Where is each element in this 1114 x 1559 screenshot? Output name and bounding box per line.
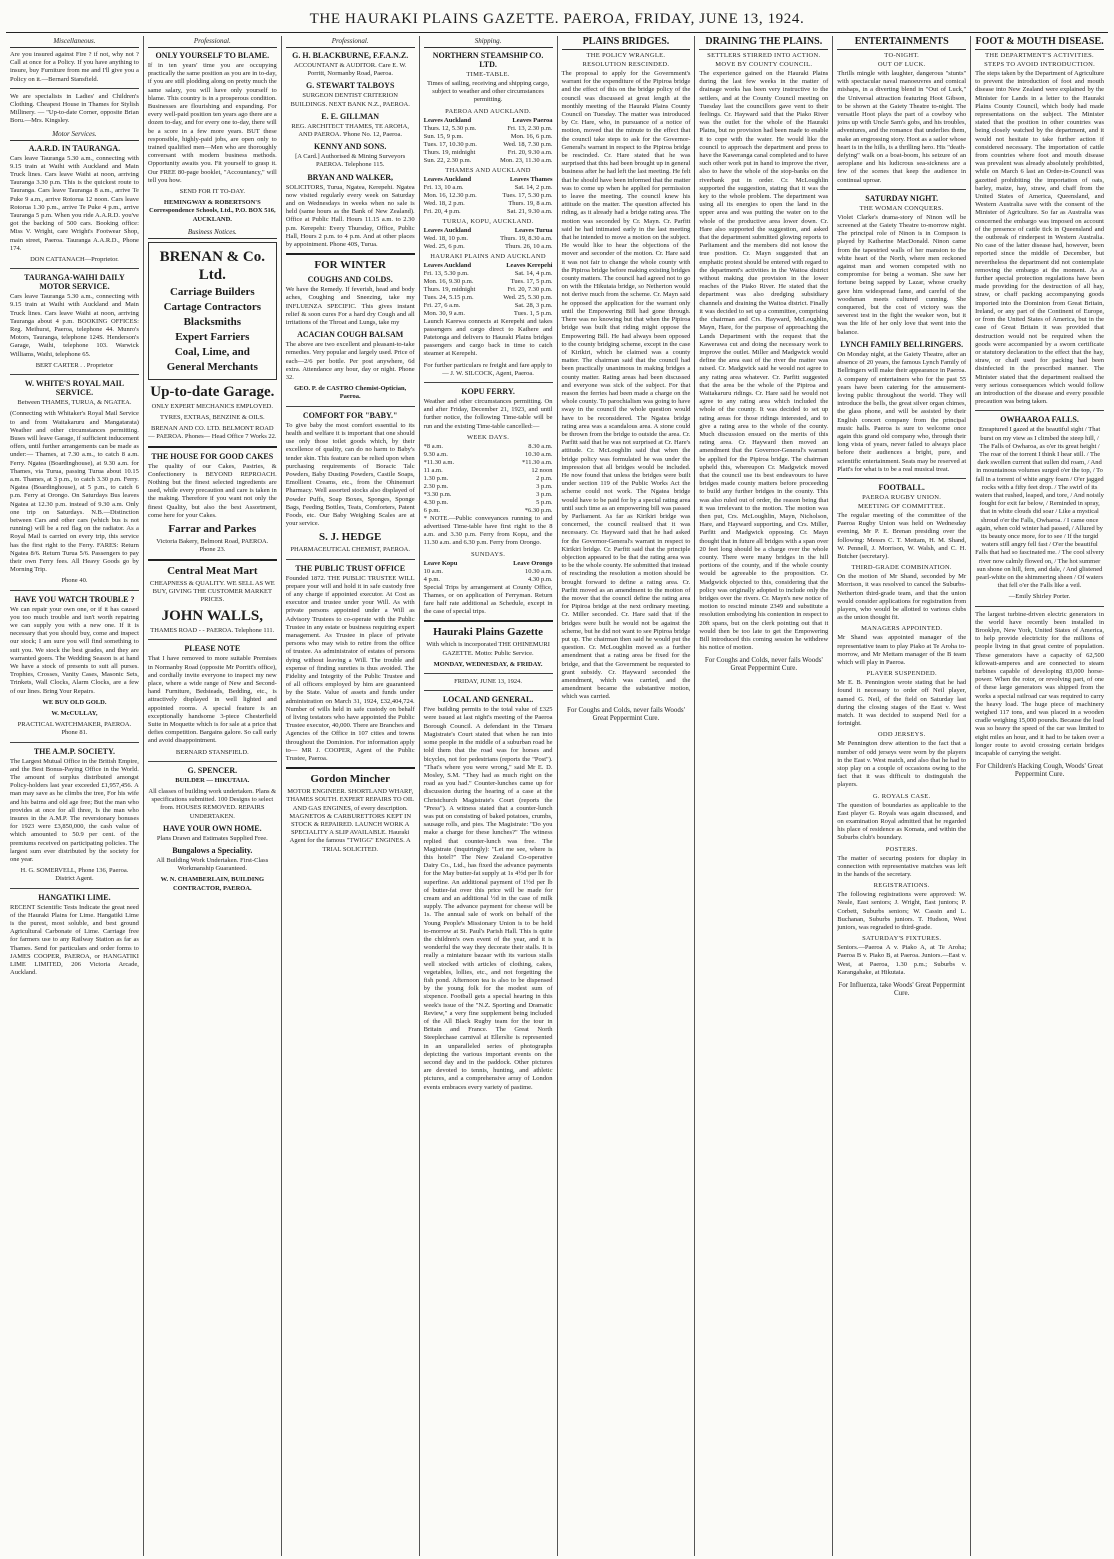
article-subtitle: THIRD-GRADE COMBINATION.: [851, 564, 952, 572]
rule: [286, 767, 415, 769]
ad-body: MOTOR ENGINEER. SHORTLAND WHARF, THAMES SOUTH. EXPERT REPAIRS TO OIL AND GAS ENGINES, of every description. MAGNETOS & CARBURETTORS KEPT IN STOCK & REPAIRED. LAUNCH WORK A SPECIALITY A SLIP AVAILABLE. Hauraki Agent for the famous "TWIGG" ENGINES. A TRIAL SOLICITED.: [286, 788, 414, 853]
cell: 10.30 a.m.: [525, 567, 553, 575]
article-subtitle: G. ROYALS CASE.: [872, 792, 931, 800]
ad-body: Founded 1872. THE PUBLIC TRUSTEE WILL prepare your will and hold it in safe custody free of any charge if appointed executor. At Cost as executor and trustee under your Will. As with private persons appointed under a Will as Advisory Trustees to co-operate with the Public Trustee in any estate or business requiring expert management. As Trustee in place of private persons who may wish to retire from the office of trustee. As administrator of estates of persons dying without leaving a Will. The trouble and expense of finding sureties is thus avoided. The Fidelity and Integrity of the Public Trustee and of all officers employed by him are guaranteed by the State. Value of assets and funds under administration on March 31, 1924, £32,404,724. Number of wills held in safe custody on behalf of living testators who have appointed the Public Trustee executor, 40,000. There are Branches and Agencies of the Office in 107 cities and towns throughout the Dominion. For information apply to— MR J. COOPER, Agent of the Public Trustee, Paeroa.: [285, 574, 415, 762]
rule: [424, 690, 553, 691]
article-body: Mr Pennington drew attention to the fact that a number of odd jerseys were worn by the players in the East v. West match, and also that he had to stop play on a couple of occasions owing to the fact that it was difficult to distinguish the players.: [837, 740, 967, 789]
ad-signature: HEMINGWAY & ROBERTSON'S Correspondence Schools, Ltd., P.O. BOX 516, AUCKLAND.: [149, 199, 276, 223]
timetable-row: [424, 443, 553, 451]
cell: Fri. 13, 5.30 p.m.: [423, 269, 469, 277]
cell: Tues. 17, 5.30 p.m.: [502, 191, 553, 199]
article-subtitle: SATURDAY'S FIXTURES.: [862, 935, 942, 943]
article-body: The following registrations were approved: W. Neale, East seniors; J. Wright, East juniors; P. Corbett, Suburbs seniors; W. Cassin and L. Buchanan, Suburbs juniors. T. Hudson, West juniors, was regraded to third-grade.: [837, 891, 967, 932]
ad-body: If in ten years' time you are occupying practically the same position as you are in to-day, if you are still plodding along on pretty much the same salary, you will have only yourself to blame. This country is in a prosperous condition. Businesses are flourishing and expanding. For every well-paid position ten years ago there are a dozen to-day, and for every one to-day, there will be a score in a few more years. BUT these responsible, highly-paid jobs, are open only to trained qualified men—Men who are thoroughly conversant with modern business methods. Opportunity awaits you. Fit yourself to grasp it. Our FREE 80-page booklet, "Accountancy," will tell you how.: [147, 62, 277, 184]
cell: Mon. 30, 9 a.m.: [423, 309, 465, 317]
article-title: LOCAL AND GENERAL.: [442, 695, 534, 705]
ad-title: Farrar and Parkes: [168, 523, 257, 536]
ad-title: G. STEWART TALBOYS: [305, 81, 395, 91]
rule: [424, 620, 553, 622]
ad-title: KENNY AND SONS.: [313, 142, 387, 152]
article-body: The largest turbine-driven electric generators in the world have recently been installed in Brooklyn, New York, United States of America, to help provide electricity for the millions of people living in that great centre of population. These generators have a capacity of 62,500 kilowatt-amperes and are connected to steam turbines capable of developing 83,000 horse-power. When the rotor, or revolving part, of one of these large generators was shipped from the works a special railroad car was required to carry the heavy load. The huge piece of machinery weighed 117 tons, and was placed in a wooden cradle weighing 15,000 pounds. Because the load was so heavy the speed of the car was limited to eight miles an hour, and it had to be taken over a longer route to avoid crossing certain bridges incapable of carrying the weight.: [975, 610, 1105, 758]
article-title: SATURDAY NIGHT.: [865, 193, 939, 203]
article-body: The experience gained on the Hauraki Plains during the last few weeks in the matter of drainage works has been very instructive to the settlers, and at the County Council meeting on Tuesday last the councillors gave vent to their feelings. Cr. Hayward said that the Piako River was the outlet for the whole of the Hauraki Plains, but no provision had been made to enable it to cope with the water. He would like the council to approach the department and press to have the Kaweranga canal completed and to have such other work put in hand to improve the river, also to have the whole of the stop-banks on the riverbank put in order. Cr. McLoughlin supported the suggestion, stating that it was the key to the whole problem. The department was using all its energies to open the land in the upper area and was putting the water on to the whole of the productive area lower down. Cr. Hare also supported the suggestion, and asked that the department submitted glowing reports to Parliament and the members did not know the true position. Cr. Mayn suggested that an emphatic protest should be entered with regard to the department's activities in the Waitoa district without making due provision in the lower reaches of the Piako River. He stated that the department was also dredging subsidiary channels and draining the Waitoa district. Finally it was decided to set up a committee, comprising the chairman and Crs. Hayward, McLoughlin, Mayn, Hare, for the purpose of approaching the Lands Department with the request that the Kawerawa cut and doing the necessary work to improve the outlet. Miller and Madgwick would define the area east of the river the matter was raised. Cr. Madgwick said he would not agree to any rating area whatever. Cr. Parfitt suggested that the area be the whole of the Pipiroa and Waitakaruru ridings. Cr. Hare said he would not agree to any rating area which included the whole of the county. It was decided to set up rating areas for those ridings interested, and to give a rating area to the whole of the county. Much discussion ensued on the merits of this rating area. Cr. Hayward then moved an amendment that the Governor-General's warrant be applied for the Pipiroa bridge. The chairman upheld this, whereupon Cr. Madgwick moved that the council use its best endeavours to have bridges made county matters before proceeding to build any further bridges in the county. This was also ruled out of order, the reason being that it was irrelevant to the motion. The motion was then put, Crs. McLoughlin, Mayn, Nicholson, Hare, and Hayward supporting, and Crs. Miller, Parfitt and Madgwick opposing. Cr. Mayn thought that in future all bridges with a span over 20 feet long should be a charge over the whole county. There were many bridges in the hill portions of the county, and if the whole county would be agreeable to the proposition. Cr. Madgwick objected to this, considering that the policy was originally adopted to include only the bridges over the rivers. Cr. Mayn's new notice of motion to rescind minute 2349 and substitute a resolution embodying his contention in respect to 20ft spans, but on the clerk pointing out that it would then be too late to get the Empowering Bill introduced this coming session he withdrew his notice of motion.: [699, 70, 829, 652]
article-title: PLAINS BRIDGES.: [562, 36, 691, 50]
masthead: THE HAURAKI PLAINS GAZETTE. PAEROA, FRIDAY, JUNE 13, 1924.: [6, 6, 1108, 33]
ad-peppermint: For Coughs and Colds, never fails Woods' Great Peppermint Cure.: [567, 705, 685, 722]
cell: Mon. 16, 12.30 p.m.: [423, 191, 477, 199]
cell: Fri. 20, 4 p.m.: [423, 207, 461, 215]
ad-body: ACCOUNTANT & AUDITOR. Care E. W. Porritt, Normanby Road, Paeroa.: [293, 62, 407, 78]
article-body: The question of boundaries as applicable to the East player G. Royals was again discussed, and on examination Royal admitted that he regarded his place of residence as Komata, and within the Suburbs club's boundary.: [837, 801, 967, 842]
timetable-row: [424, 483, 553, 491]
ad-title: G. SPENCER.: [187, 765, 238, 775]
rule: [286, 559, 415, 560]
gazette-subtitle: With which is incorporated THE OHINEMURI GAZETTE. Motto: Public Service.: [426, 641, 550, 657]
article-subtitle: MANAGERS APPOINTED.: [861, 625, 943, 633]
ad-signature: BRENAN AND CO. LTD. BELMONT ROAD — PAEROA. Phones— Head Office 7 Works 22.: [148, 425, 277, 441]
article-subtitle: TO-NIGHT.: [884, 52, 920, 59]
ad-title: FOR WINTER: [314, 259, 386, 272]
ad-body: Cars leave Tauranga 5.30 a.m., connecting with 9.15 train at Waihi with Auckland and Main Truck lines. Cars leave Waihi at noon, arriving Tauranga about 4 p.m. BOOKING OFFICES: Reg. Meihurst, Paeroa, telephone 44. Munro's Motors, Tauranga, telephone 124S. Henderson's Garage, Waihi, telephone 103. Warwick Williams, Waihi, telephone 65.: [10, 293, 139, 358]
timetable-row: [424, 192, 553, 200]
cell: Fri. 27, 6 a.m.: [423, 301, 461, 309]
cell: Fri. 20, 7.30 p.m.: [507, 285, 553, 293]
ad-title: Bungalows a Speciality.: [172, 845, 253, 855]
cell: Fri. 13, 10 a.m.: [423, 183, 464, 191]
cell: Sun. 22, 2.30 p.m.: [423, 156, 472, 164]
timetable-note: Launch Karewa connects at Kerepehi and takes passengers and cargo direct to Kaihere and Patetonga and delivers to Hauraki Plains bridges passengers and cargo back in time to catch steamer at Kerepehi.: [423, 317, 553, 358]
ad-title: JOHN WALLS,: [161, 608, 264, 625]
timetable-header: [424, 560, 553, 568]
cell: Thurs. 19, 8 a.m.: [508, 199, 553, 207]
ad-signature: For further particulars re freight and fare apply to— J. W. SILCOCK, Agent, Paeroa.: [423, 361, 553, 377]
rule: [148, 639, 277, 640]
cell: Sat. 14, 4 p.m.: [514, 269, 553, 277]
timetable-header: [424, 227, 553, 235]
article-body: Five building permits to the total value of £325 were issued at last night's meeting of the Paeroa Borough Council. A defendant in the Timaru Magistrate's Court stated that when he ran into some people in the middle of a suburban road he told them that the road was for horses and bicycles, not for pedestrians (reports the "Post"). "That's where you were wrong," said Mr E. D. Mosley, S.M. "They had as much right on the road as you had." Counter-lunches came up for discussion during the hearing of a case at the Christchurch Magistrate's Court (reports the "Press"). A witness stated that a counter-lunch was put on consisting of baked potatoes, crumbs, sausage rolls, and pies. The Magistrate: "Do you make a charge for these lunches?" The witness replied that counter-lunch was free. The Magistrate (inquiringly): "Let me see, where is this hotel?" The New Zealand Co-operative Dairy Co., Ltd., has fixed the advance payments for the May butter-fat supply at 1s 4½d per lb for superfine. An additional payment of 1½d per lb of butter-fat over this price will be made for cream and an additional ½d in the case of milk supply. The advance payment for cheese will be 1s. The annual sale of work on behalf of the Young People's Missionary Union is to be held to-morrow at St. Paul's Parish Hall. This is quite the children's own event of the year, and it is wonderful the way they decorate their stalls. It is really a miniature bazaar with its various stalls well stocked with articles of clothing, cakes, vegetables, lollies, etc., and not forgetting the fish pond. Afternoon tea is also to be dispensed by the young folk for the modest sum of sixpence. Football gets a special hearing in this week's issue of the "N.Z. Sporting and Dramatic Review," a very fine supplement being included of the All Black Rugby team for the tour in Britain and France. The Great North Steeplechase carnival at Ellerslie is represented in an unparalleled series of photographs depicting the various important events on the second day and in the paddock. Other pictures are devoted to tennis, hunting, and athletic pictures, and a comprehensive array of London events embraces every variety of pastime.: [423, 706, 553, 1091]
ad-line: Carriage Builders: [169, 285, 255, 298]
ad-body: Plans Drawn and Estimates Supplied Free.: [156, 834, 268, 842]
gazette-days: MONDAY, WEDNESDAY, & FRIDAY.: [433, 660, 543, 668]
timetable-header: [424, 262, 553, 270]
article-body: The proposal to apply for the Government's warrant for the expenditure of the Pipiroa bridge and the effect of this on the bridge policy of the council was discussed at great length at the monthly meeting of the Hauraki Plains County Council on Tuesday. The matter was introduced by Cr. Hare, who, in pursuance of a notice of motion, moved that the minute to the effect that the council take steps to ask for the Governor-General's warrant in respect to the Pipiroa bridge be rescinded. Cr. Hare stated that he was surprised that this had been brought up in general business after he had left the last meeting. He felt that he should have been informed that the matter was to come up when he applied for permission to leave the meeting. The council knew his attitude on the matter. The question affected his riding, as it already had a bridge rating area. The motion was seconded by Cr. Mayn. Cr. Parfitt said he had intimated early in the last meeting that he intended to move a motion on the subject. He would like to hear the objections of the mover and seconder of the motion. Cr. Hare said it was not fair to change the whole county with the Pipiroa bridge before making existing bridges county matters. The council had agreed not to go on with the Hikutaia bridge, so Netherton would not derive much from the scheme. Cr. Mayn said he opposed the application for the warrant only until the Empowering Bill had gone through. There was no knowing but that when the Pipiroa bridge was built that riding might oppose the Empowering Bill. He had always been opposed to the county bridging scheme, except in the case of Kirikiri, which he claimed was a county matter. The chairman said that the council had been practically unanimous in making bridges a county matter. Rating areas had been discussed and everyone was sick of the subject. For that reason the ferries had been made a charge on the whole county. To parochialism was going to have sway in the council the whole question would have to be reconsidered. The Ngatea bridge rating area was a scandalous area. A stone could be thrown from the bridge to outside the area. Cr. Parfitt said that he was not surprised at Cr. Hare's attitude. Cr. McLoughlin said that when the bridge policy was formulated he was under the impression that all bridges would be included. He now found that unless the bridges were built under section 119 of the Public Works Act the scheme could not work. The Ngatea bridge would have to be paid for by a special rating area until such time as an empowering bill was passed by Parliament. As far as Kirikiri bridge was concerned, the council realised that it was necessary. Cr. Hayward said that he had asked for the Governor-General's warrant in respect to Kirikiri bridge. Cr. Parfitt said that the principle objection appeared to be that the rating area was to be the whole county. He submitted that instead of rescinding the resolution a motion should be brought forward to define a rating area. Cr. Parfitt moved as an amendment to the motion of the mover that the council define the rating area for Pipiroa bridge at the next ordinary meeting. Cr. Miller seconded. Cr. Hare said that if the bridges were built he would not be against the scheme, but he did not want to see Pipiroa bridge put up. The chairman then said he would put the question. Cr. McLoughlin moved as a further amendment that a rating area be fixed for the bridge, and that the Government be requested to grant subsidy. Cr. Hayward seconded the amendment, which was carried, and the amendment became the substantive motion, which was carried.: [561, 70, 691, 701]
article-title: OWHAAROA FALLS.: [1000, 415, 1079, 425]
timetable-row: [424, 451, 553, 459]
ad-signature: W. McCULLAY,: [51, 710, 98, 717]
ad-body: Cars leave Tauranga 5.30 a.m., connecting with 9.15 train at Waihi with Auckland and Main Truck lines. Cars leave Waihi at noon, arriving Tauranga 3.30 p.m. This is the quickest route to Tauranga. Cars leave Tauranga 8 a.m., arrive Te Puke 9 a.m., arrive Rotorua 12 noon. Cars leave Rotorua 1.30 p.m., arrive Te Puke 4 p.m., arrive Tauranga 5 p.m. When you ride A.A.R.D. you've got the backing of 500 cars. Booking office: Miss V. Wright, care Wright's Footwear Shop, main street, Paeroa. Tauranga A.A.R.D., Phone 174.: [10, 154, 139, 252]
ad-line: Expert Farriers: [175, 330, 250, 343]
ad-line: General Merchants: [166, 360, 258, 373]
cell: Mon. 16, 6 p.m.: [510, 132, 553, 140]
timetable-row: [424, 467, 553, 475]
ad-body: All classes of building work undertaken. Plans & specifications submitted. 100 Designs to select from. HOUSES REMOVED. REPAIRS UNDERTAKEN.: [148, 787, 277, 820]
article-title: ENTERTAINMENTS: [837, 36, 966, 50]
cell: 3 p.m.: [536, 482, 553, 490]
rule: [10, 268, 139, 269]
ad-insurance: Are you insured against Fire ? if not, why not ? Call at once for a Policy. If you have anything to insure, buy Furniture from me and I'll give you a Policy on it.—Bernard Stansfield.: [10, 51, 139, 83]
ad-signature: BERNARD STANSFIELD.: [175, 748, 249, 756]
poem: Enraptured I gazed at the beautiful sight / That burst on my view as I climbed the steep hill, / The Falls of Owharoa, as o'er its great height / The roar of the torrent I think I hear still. / The dark swollen current that sullen did roam, / And in mountainous volumes surged o'er the top, / To fall in a torrent of white angry foam / O'er jagged rocks with a fifty feet drop. / The swirl of its waters that rushed, leaped, and tore, / And noisily fought for exit far below, / Reminded in spray, that in white clouds did soar / Like a mystical shroud o'er the Falls, Owharoa. / I came once again, when cold winter had passed, / Allured by its beauty once more, for to see / If the turgid waters still angry fell fast / O'er the beautiful Falls that had so fascinated me. / The cool silvery river now calmly flowed on, / The hot summer sun shone on hill, fern, and dale, / And glistened pearl-white on the shimmering sheen / Of waters that fell o'er the Falls like a veil.: [975, 426, 1104, 590]
ad-body: All Building Work Undertaken. First-Class Workmanship Guaranteed.: [156, 856, 269, 873]
ad-title: HAVE YOUR OWN HOME.: [162, 823, 262, 833]
cell: 4.30 p.m.: [423, 498, 449, 506]
col-head: Leave Orongo: [513, 559, 553, 567]
ad-title: HANGATIKI LIME.: [38, 892, 111, 902]
ad-title: ONLY YOURSELF TO BLAME.: [155, 51, 270, 60]
route-title: TURUA, KOPU, AUCKLAND.: [442, 217, 534, 225]
timetable-row: [424, 475, 553, 483]
timetable-row: [424, 184, 553, 192]
article-subtitle: MEETING OF COMMITTEE.: [858, 502, 946, 510]
ad-signature: DON CATTANACH—Proprietor.: [30, 256, 119, 264]
ad-title: A.A.R.D. IN TAURANGA.: [28, 143, 121, 153]
ad-callout: SEND FOR IT TO-DAY.: [179, 188, 245, 196]
cell: Mon. 16, 9.30 p.m.: [423, 277, 474, 285]
ad-title: Gordon Mincher: [310, 773, 391, 786]
cell: Tues. 17, 5 p.m.: [510, 277, 553, 285]
timetable-row: [424, 302, 553, 310]
col-head: Leaves Auckland: [423, 226, 472, 234]
gazette-date: FRIDAY, JUNE 13, 1924.: [454, 678, 523, 686]
poem-author: —Emily Shirley Porter.: [1008, 593, 1071, 601]
ad-title: BRENAN & Co. Ltd.: [159, 248, 266, 283]
cell: Tues. 17, 10.30 p.m.: [423, 140, 477, 148]
ad-title: G. H. BLACKBURNE, F.F.A.N.Z.: [292, 51, 409, 60]
ad-title: THE PUBLIC TRUST OFFICE: [295, 563, 406, 573]
timetable-row: [424, 149, 553, 157]
cell: Wed. 18, 2 p.m.: [423, 199, 465, 207]
ad-subtitle: Between THAMES, TURUA, & NGATEA.: [17, 399, 132, 407]
ad-title: PLEASE NOTE: [184, 644, 241, 654]
article-body: Seniors.—Paeroa A v. Piako A, at Te Aroha; Paeroa B v. Piako B, at Paeroa. Juniors.—East v. West, at Paeroa, 1.30 p.m.; Suburbs v. Karangahake, at Hikutaia.: [837, 944, 967, 976]
ad-signature: PRACTICAL WATCHMAKER, PAEROA. Phone 81.: [17, 721, 132, 737]
section-heading: Professional.: [286, 36, 415, 48]
timetable-row: [424, 243, 553, 251]
timetable-row: [424, 141, 553, 149]
route-title: WEEK DAYS.: [467, 433, 510, 441]
cell: 9.30 a.m.: [423, 450, 448, 458]
ad-callout: WE BUY OLD GOLD.: [42, 698, 107, 706]
timetable-row: [424, 235, 553, 243]
cell: *6.30 p.m.: [524, 506, 553, 514]
ad-signature: Phone 40.: [61, 577, 88, 585]
cell: *11.30 a.m.: [522, 458, 553, 466]
article-subtitle: RESOLUTION RESCINDED.: [582, 61, 670, 68]
article-subtitle: POSTERS.: [885, 845, 918, 853]
ad-title: Central Meat Mart: [167, 564, 258, 577]
ad-title: TAURANGA-WAIHI DAILY MOTOR SERVICE.: [24, 273, 125, 292]
ad-clothing: We are specialists in Ladies' and Children's Clothing. Cheapest House in Thames for Stylish Millinery. — "Up-to-date Corner, opposite Brian Boru.—Mrs. Kingsley.: [10, 92, 139, 125]
ad-title: ACACIAN COUGH BALSAM: [297, 330, 404, 340]
ad-title: THE A.M.P. SOCIETY.: [33, 746, 116, 756]
timetable-intro: Times of sailing, receiving and shipping cargo, subject to weather and other circumstances permitting.: [427, 80, 550, 104]
cell: 1.30 p.m.: [423, 474, 449, 482]
ad-body: CHEAPNESS & QUALITY. WE SELL AS WE BUY, GIVING THE CUSTOMER MARKET PRICES.: [149, 579, 275, 603]
timetable-row: [424, 270, 553, 278]
section-heading: Miscellaneous.: [10, 36, 139, 48]
ad-body: THAMES ROAD - - PAEROA. Telephone 111.: [150, 627, 275, 635]
ad-title: KOPU FERRY.: [461, 387, 515, 397]
cell: Wed. 25, 5.30 p.m.: [503, 293, 553, 301]
article-subtitle: PLAYER SUSPENDED.: [866, 670, 937, 678]
article-title: LYNCH FAMILY BELLRINGERS.: [840, 339, 964, 349]
ad-title: HAVE YOU WATCH TROUBLE ?: [14, 594, 135, 604]
cell: *8 a.m.: [423, 442, 443, 450]
timetable-header: [424, 176, 553, 184]
article-body: On Monday night, at the Gaiety Theatre, after an absence of 20 years, the famous Lynch Family of Bellringers will make their appearance in Paeroa. A company of entertainers who for the past 55 years have been catering for the amusement-loving public throughout the world. They will introduce the bells, the great silver organ chimes, the glass phone, and will be assisted by their English concert company from the principal music halls. Paeroa is sure to welcome once again this grand old company who, through their long vista of years, never failed to always place before their audiences a bright, pure, and scientific entertainment. Seats may be reserved at Platt's for what is to be a real musical treat.: [837, 350, 967, 473]
section-heading: Business Notices.: [148, 227, 277, 239]
article-subtitle: OUT OF LUCK.: [877, 61, 926, 68]
ad-body: The quality of our Cakes, Pastries, & Confectionery is BEYOND REPROACH. Nothing but the finest selected ingredients are used, while every precaution and care is taken in the making. Therefore if you want not only the finest Quality, but also the best Assortment, come here for your Cakes.: [147, 462, 277, 519]
cell: Fri. 20, 9.30 a.m.: [507, 148, 553, 156]
col-head: Leave Kopu: [423, 559, 458, 567]
cell: 2.30 p.m.: [423, 482, 449, 490]
ad-body: The above are two excellent and pleasant-to-take remedies. Very popular and largely used. Price of each—2/6 per bottle. Per post anywhere, 6d extra. Attendance any hour, day or night. Phone 32.: [285, 341, 415, 382]
timetable-title: TIME-TABLE.: [466, 71, 510, 78]
article-body: Mr Shand was appointed manager of the representative team to play Piako at Te Aroha to-morrow, and Mr Mettam manager of the B team which will play in Paeroa.: [837, 634, 967, 666]
timetable-row: [424, 499, 553, 507]
timetable-row: [424, 568, 553, 576]
timetable-row: [424, 491, 553, 499]
ad-body: We can repair your own one, or if it has caused you too much trouble and isn't worth repairing we can supply you with a new one. If it is necessary that you should buy, come and inspect our stock; I am sure you will find something to suit you. We stock the best grades, and they are warranted goers. The Wedding Season is at hand We have a stock of presents to suit all purses. Trophies, Crosses, Vanity Cases, Masonic Sets, Trinkets, Wall Clocks, Alarm Clocks, are a few of our lines. Bring Your Repairs.: [10, 605, 139, 695]
article-body: Mr E. B. Pennington wrote stating that he had found it necessary to order off Neil player, named G. Neil, of the field on Saturday last during the closing stages of the East v. West match. It was decided to suspend Neil for a fortnight.: [837, 679, 967, 728]
article-subtitle: REGISTRATIONS.: [873, 882, 930, 890]
rule: [148, 559, 277, 561]
ad-signature: GEO. P. de CASTRO Chemist-Optician, Paeroa.: [294, 385, 407, 401]
timetable-row: [424, 157, 553, 165]
brenan-ad: [148, 242, 277, 380]
col-head: Leaves Kerepehi: [506, 261, 553, 269]
article-body: The steps taken by the Department of Agriculture to prevent the introduction of foot and mouth disease into New Zealand were explained by the Minister for Lands in a letter to the Hauraki Plains County Council, which body had made representations on the subject. The Minister stated that the position in other countries was being closely watched by the department, and it would not hesitate to take further action if considered necessary. The importation of cattle from countries where foot and mouth disease was prevalent was already absolutely prohibited, while on March 6 last an Order-in-Council was gazetted prohibiting the importation of oats, barley, maize, hay, straw, and chaff from the United States of America, Queensland, and Western Australia save with the consent of the Minister of Agriculture. So far as Australia was concerned the embargo was imposed on account of the presence of cattle tick in Queensland and the outbreak of rinderpest in Western Australia. No case of the latter disease had, however, been reported since the middle of December, but nevertheless the department did not contemplate removing the embargo at the moment. As a further special protection regulations have been made providing for the destruction of all hay, straw, or chaff packing accompanying goods imported into the Dominion from Great Britain, Ireland, or any part of the Continent of Europe, or from the United States of America, but in the case of Great Britain it was provided that destruction would not be required when the goods were accompanied by a sworn certificate or statutory declaration to the effect that the hay, straw, or chaff used for packing had been disinfected in the prescribed manner. The Minister stated that the department realised the very serious consequences which would follow an introduction of the disease and every possible precaution was being taken.: [975, 70, 1104, 406]
rule: [975, 410, 1104, 411]
ad-title: E. E. GILLMAN: [321, 111, 380, 121]
rule: [10, 888, 139, 889]
ad-title: COMFORT FOR "BABY.": [302, 410, 398, 420]
article-subtitle: ODD JERSEYS.: [877, 731, 926, 739]
column-entertainments: [833, 36, 971, 1556]
timetable-row: [424, 208, 553, 216]
rule: [286, 253, 415, 255]
cell: 10 a.m.: [423, 567, 443, 575]
cell: 5 p.m.: [536, 498, 553, 506]
article-body: The matter of securing posters for display in connection with representative matches was left in the hands of the secretary.: [837, 854, 967, 879]
ad-signature: W. N. CHAMBERLAIN, BUILDING CONTRACTOR, PAEROA.: [160, 876, 265, 892]
cell: 11 a.m.: [423, 466, 443, 474]
ad-body: We have the Remedy. If feverish, head and body aches, Coughing and Sneezing, take my INFLUENZA SPECIFIC. This gives instant relief & soon cures For a hard dry Cough and all irritations of the Throat and Lungs, take my: [285, 286, 415, 327]
route-title: THAMES AND AUCKLAND: [445, 166, 531, 174]
cell: Sat. 21, 9.30 a.m.: [507, 207, 553, 215]
cell: *3.30 p.m.: [423, 490, 452, 498]
article-title: DRAINING THE PLAINS.: [699, 36, 828, 50]
col-head: Leaves Auckland: [423, 175, 472, 183]
article-subtitle: THE WOMAN CONQUERS.: [859, 204, 944, 212]
columns: [6, 36, 1108, 1556]
timetable-row: [424, 133, 553, 141]
article-title: FOOT & MOUTH DISEASE.: [975, 36, 1104, 50]
ad-signature: H. G. SOMERVELL, Phone 136, Paeroa. District Agent.: [20, 867, 129, 883]
rule: [10, 374, 139, 375]
rule: [975, 606, 1104, 607]
article-subtitle: PAEROA RUGBY UNION.: [862, 493, 942, 501]
rule: [148, 446, 277, 448]
rule: [424, 673, 553, 674]
cell: Thurs. 19, midnight: [423, 285, 476, 293]
rule: [424, 382, 553, 383]
timetable-header: [424, 117, 553, 125]
ad-line: Coal, Lime, and: [174, 345, 250, 358]
cell: 6 p.m.: [423, 506, 441, 514]
timetable-note: Special Trips by arrangement at County Office, Thames, or on application of Ferryman. Return fare half rate additional as Schedule, except in the case of special trips.: [423, 583, 553, 616]
article-body: Violet Clarke's drama-story of Ninon will be screened at the Gaiety Theatre to-morrow night. The principal role of Ninon is in Compson is played by Katherine MacDonald. Ninon came from the tapestried walls of her mansion to the white heart of the North, where men reckoned against man and women competed with no compromise for being a woman. She saw her fortune being sapped by Lazar, whose cruelty gave him widespread fame, and careful of the woodsman meets cultured cunning. She conquered, but the cost of victory was the severest test in the fight the weaker won, but it was the life of her only love that went into the balance.: [837, 213, 967, 336]
rule: [10, 88, 139, 89]
route-title: HAURAKI PLAINS AND AUCKLAND: [430, 252, 546, 260]
column-foot-mouth: [971, 36, 1108, 1556]
cell: Sat. 28, 3 p.m.: [514, 301, 553, 309]
cell: Fri. 13, 2.30 p.m.: [507, 124, 553, 132]
cell: Thurs. 19, midnight: [423, 148, 476, 156]
column-plains-bridges: [558, 36, 696, 1556]
ad-body: ONLY EXPERT MECHANICS EMPLOYED.: [151, 402, 273, 410]
ad-body: REG. ARCHITECT THAMES, TE AROHA, AND PAEROA. 'Phone No. 12, Paeroa.: [291, 122, 409, 139]
rule: [837, 478, 966, 479]
cell: Thurs. 26, 10 a.m.: [505, 242, 553, 250]
rule: [10, 742, 139, 743]
cell: 8.30 a.m.: [528, 442, 553, 450]
cell: Sun. 15, 9 p.m.: [423, 132, 464, 140]
cell: Tues. 1, 5 p.m.: [513, 309, 553, 317]
col-head: Leaves Auckland: [423, 116, 472, 124]
timetable-note: * NOTE.—Public conveyances running to and advertised Time-table have first right to the 8 a.m. and 3.30 p.m. Ferry from Kopu, and the 11.30 a.m. and 6.30 p.m. Ferry from Orongo.: [423, 514, 553, 547]
gazette-nameplate: Hauraki Plains Gazette: [433, 626, 544, 639]
ad-subtitle: COUGHS AND COLDS.: [307, 275, 393, 285]
route-title: PAEROA AND AUCKLAND.: [445, 107, 531, 115]
ad-body: SURGEON DENTIST CRITERION BUILDINGS. NEXT BANK N.Z., PAEROA.: [290, 92, 410, 108]
article-subtitle: STEPS TO AVOID INTRODUCTION.: [984, 61, 1096, 68]
cell: Wed. 18, 10 p.m.: [423, 234, 469, 242]
timetable-row: [424, 125, 553, 133]
cell: Tues. 24, 5.15 p.m.: [423, 293, 474, 301]
ad-subtitle: BUILDER — HIKUTAIA.: [175, 776, 250, 784]
cell: Sat. 14, 2 p.m.: [514, 183, 553, 191]
cell: Wed. 25, 6 p.m.: [423, 242, 465, 250]
column-professional-2: [282, 36, 420, 1556]
timetable-row: [424, 310, 553, 318]
timetable-intro: Weather and other circumstances permitting. On and after Friday, December 21, 1923, and until further notice, the following Time-table will be run and the existing Time-table cancelled:—: [423, 398, 553, 430]
column-shipping: [420, 36, 558, 1556]
column-miscellaneous: [6, 36, 144, 1556]
ad-peppermint: For Coughs and Colds, never fails Woods' Great Peppermint Cure.: [704, 656, 823, 673]
cell: 3 p.m.: [536, 490, 553, 498]
rule: [148, 761, 277, 762]
ad-title: BRYAN AND WALKER,: [307, 172, 394, 182]
rule: [10, 590, 139, 591]
col-head: Leaves Turua: [514, 226, 553, 234]
section-heading: Professional.: [148, 36, 277, 48]
ad-title: W. WHITE'S ROYAL MAIL SERVICE.: [24, 379, 125, 398]
ad-title: NORTHERN STEAMSHIP CO. LTD.: [432, 51, 544, 69]
cell: Thurs. 12, 5.30 p.m.: [423, 124, 477, 132]
col-head: Leaves Paeroa: [512, 116, 553, 124]
article-body: On the motion of Mr Shand, seconded by Mr Morrison, it was resolved to cancel the Suburbs-Netherton third-grade team, and that the union would consider applications for registration from players, who would be allotted to various clubs as the union thought fit.: [837, 573, 967, 622]
cell: Thurs. 19, 8.30 a.m.: [500, 234, 553, 242]
ad-line: Blacksmiths: [183, 315, 242, 328]
ad-peppermint: For Influenza, take Woods' Great Peppermint Cure.: [838, 981, 965, 998]
cell: Wed. 18, 7.30 p.m.: [503, 140, 553, 148]
col-head: Leaves Auckland: [423, 261, 472, 269]
ad-line: Cartage Contractors: [163, 300, 262, 313]
cell: 2 p.m.: [536, 474, 553, 482]
ad-body: Victoria Bakery, Belmont Road, PAEROA. Phone 23.: [156, 538, 269, 554]
article-title: FOOTBALL.: [878, 482, 925, 492]
ad-body: PHARMACEUTICAL CHEMIST, PAEROA.: [290, 546, 411, 554]
article-body: Thrills mingle with laughter, dangerous "stunts" with spectacular naval manoeuvres and comical mishaps, in a diverting blend in "Out of Luck," the Universal attraction featuring Hoot Gibson, to be shown at the Gaiety Theatre to-night. The versatile Hoot plays the part of a cowboy who joins up with Uncle Sam's gobs, and his troubles, adventures, and the romance that underlies them, make an engrossing story. Hoot as a sailor whose heart is in the hills, is a thrilling hero. His "death-defying" walk on a boat-boom, his seizure of an aeroplane and his ludicrous sea-sickness are a few of the scenes that keep the audience in continual uproar.: [837, 70, 967, 184]
ad-body: [A Card.] Authorised & Mining Surveyors PAEROA. Telephone 115.: [295, 153, 406, 169]
ad-body: SOLICITORS, Turua, Ngatea, Kerepehi. Ngatea now visited regularly every week on Saturday and on Wednesdays in weeks when no sale is held (same hours as the Bank of New Zealand). Office at Public Hall. Hours 11.15 a.m. to 2.30 p.m. Kerepehi: Every Thursday, Office, Public Hall, Hours 2 p.m. to 4 p.m. And at other places by appointment. Phone 40S, Turua.: [285, 183, 415, 249]
timetable-row: [424, 200, 553, 208]
rule: [837, 189, 966, 190]
cell: 10.30 a.m.: [525, 450, 553, 458]
article-body: The regular meeting of the committee of the Paeroa Rugby Union was held on Wednesday evening, Mr P. E. Brenan presiding over the following: Messrs C. T. Mettam, H. M. Shand, W. Pennell, J. Morrison, W. Walsh, and C. H. Butcher (secretary).: [837, 511, 967, 560]
timetable-row: [424, 576, 553, 584]
route-title: SUNDAYS.: [470, 550, 506, 558]
cell: 4 p.m.: [423, 575, 441, 583]
column-professional: [144, 36, 282, 1556]
ad-body: RECENT Scientific Tests Indicate the great need of the Hauraki Plains for Lime. Hangatiki Lime is the purest, most soluble, and best ground Agricultural Carbonate of Lime. Carriage free for farmers use to any Railway Station as far as Thames. Send for particulars and order forms to JAMES COOPER, PAEROA, or HANGATIKI LIME LIMITED, 206 Victoria Arcade, Auckland.: [10, 903, 139, 977]
ad-body: (Connecting with Whitaker's Royal Mail Service to and from Waitakaruru and Mangatarata) Weather and other circumstances permitting. Buses will leave Garage, if sufficient inducement offers, until further arrangements can be made as under:— Thames, at 7.30 a.m., to catch 8 a.m. Ferry. Ngatea (Boardinghouse), at 9.30 a.m. for Thames, via Turua, passing Turua about 10.15 a.m. Thames, at 3 p.m., to catch 3.30 p.m. Ferry. Ngatea (Boardinghouse), at 5 p.m., to catch 6 p.m. Ferry at Orongo. On Saturdays Bus leaves Ngatea at 12.30 p.m. instead of 9.30 a.m. Only one trip on Saturdays. N.B.—Distinction between Cars and other cars (which bus is not running) will be a red flag on the radiator. As a Royal Mail is carried on every trip, this service has the first right to the Ferry. FARES: Return Ngatea 8/6. Return Turua 5/6. Passengers to pay their own Ferry fees. All Heavy Goods go by Morning Trip.: [10, 410, 139, 574]
ad-title: Up-to-date Garage.: [150, 383, 275, 400]
timetable-row: [424, 278, 553, 286]
ad-signature: BERT CARTER . . Proprietor: [35, 361, 114, 369]
section-heading: Shipping.: [424, 36, 553, 48]
article-subtitle: THE POLICY WRANGLE.: [586, 52, 666, 59]
section-heading: Motor Services.: [10, 129, 139, 141]
cell: *11.30 a.m.: [423, 458, 455, 466]
article-subtitle: SETTLERS STIRRED INTO ACTION.: [707, 52, 821, 59]
ad-body: To give baby the most comfort essential to its health and welfare it is important that one should use only those toilet goods which, by their excellence of quality, can do no harm to Baby's tender skin. This feature can be relied upon when purchasing requirements of Boracic Talc Powders, Baby Dusting Powders, Castile Soaps, Emollient Creams, etc., from the Ohinemuri Pharmacy. Well assorted stocks also displayed of Powder Puffs, Soap Boxes, Sponges, Sponge Bags, Feeding Bottles, Teats, Comforters, Patent Foods, etc. Our Baby Weighing Scales are at your service.: [285, 421, 415, 528]
cell: Mon. 23, 11.30 a.m.: [500, 156, 553, 164]
ad-peppermint: For Children's Hacking Cough, Woods' Great Peppermint Cure.: [976, 762, 1104, 779]
rule: [286, 406, 415, 407]
timetable-row: [424, 286, 553, 294]
ad-body: That I have removed to more suitable Premises in Normanby Road (opposite Mr Porritt's office), and cordially invite everyone to inspect my new place, where a wide range of New and Second-hand Furniture, Bedsteads, Bedding, etc., is attractively displayed in well lighted and appointed rooms. A special feature is an exceptionally handsome 3-piece Chesterfield Suite in Moquette which is for sale at a price that defies competition. Bargains galore. So call early and avoid disappointment.: [147, 655, 277, 745]
ad-body: The Largest Mutual Office in the British Empire, and the Best Bonus-Paying Office in the World. The amount of surplus distributed amongst Policy-holders last year exceeded £1,957,456. A man may save as he climbs the tree, For his wife and his bairns and old age free; But the man who provides at once for all three, Is the man who insures in the A.M.P. The reversionary bonuses for 1923 were £3,850,000, the cash value of which amounted to 50.9 per cent. of the premiums received on participating policies. The largest sum ever distributed by the society for one year.: [10, 757, 139, 864]
column-draining-plains: [695, 36, 833, 1556]
col-head: Leaves Thames: [509, 175, 553, 183]
ad-title: THE HOUSE FOR GOOD CAKES: [151, 451, 274, 461]
article-subtitle: THE DEPARTMENT'S ACTIVITIES.: [985, 52, 1094, 59]
cell: 4.30 p.m.: [527, 575, 553, 583]
cell: 12 noon: [531, 466, 553, 474]
timetable-row: [424, 507, 553, 515]
ad-title: S. J. HEDGE: [319, 531, 382, 544]
ad-body: TYRES, EXTRAS, BENZINE & OILS.: [160, 414, 265, 422]
timetable-row: [424, 459, 553, 467]
timetable-row: [424, 294, 553, 302]
article-subtitle: MOVE BY COUNTY COUNCIL.: [715, 61, 813, 68]
